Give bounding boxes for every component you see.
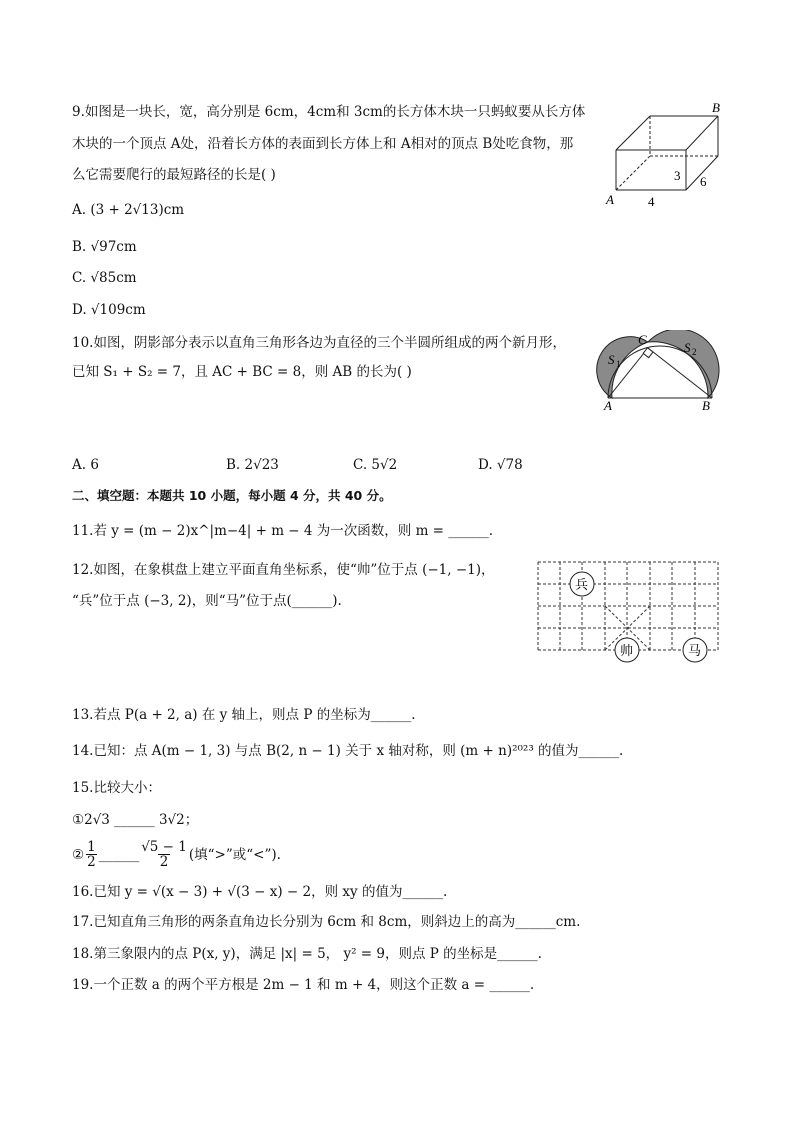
lunes-label-s2-sub: 2 xyxy=(692,347,697,357)
q9-option-a: A. (3 + 2√13)cm xyxy=(72,202,185,218)
q15-part2 xyxy=(72,840,281,869)
q10-option-d: D. √78 xyxy=(478,457,523,473)
q9-line2: 木块的一个顶点 A处，沿着长方体的表面到长方体上和 A相对的顶点 B处吃食物，那 xyxy=(72,136,574,152)
cuboid-label-4: 4 xyxy=(648,194,655,209)
q19: 19.一个正数 a 的两个平方根是 2m − 1 和 m + 4，则这个正数 a = ______. xyxy=(72,977,535,993)
q9-line3: 么它需要爬行的最短路径的长是( ) xyxy=(72,167,276,183)
q11: 11.若 y = (m − 2)x^|m−4| + m − 4 为一次函数，则 m = ______. xyxy=(72,523,494,539)
lunes-figure xyxy=(596,330,726,414)
lunes-label-b: B xyxy=(702,398,710,413)
lunes-label-a: A xyxy=(604,398,612,413)
q17: 17.已知直角三角形的两条直角边长分别为 6cm 和 8cm，则斜边上的高为______cm. xyxy=(72,914,581,930)
q12-line1: 12.如图，在象棋盘上建立平面直角坐标系，使“帅”位于点 (−1, −1)， xyxy=(72,562,495,578)
bing-label: 兵 xyxy=(575,577,589,592)
lunes-label-c: C xyxy=(638,332,647,347)
q15-fraction-1-num: 1 xyxy=(87,839,96,855)
cuboid-label-6: 6 xyxy=(700,174,707,189)
q15-part2-prefix: ② xyxy=(72,846,85,863)
q15-part2-blank: ______ xyxy=(98,846,140,863)
q13: 13.若点 P(a + 2, a) 在 y 轴上，则点 P 的坐标为______. xyxy=(72,707,416,723)
lunes-label-s1: S xyxy=(608,352,615,367)
q15-title: 15.比较大小： xyxy=(72,780,161,796)
section-2-heading: 二、填空题：本题共 10 小题，每小题 4 分，共 40 分。 xyxy=(72,488,392,503)
q9-option-c: C. √85cm xyxy=(72,270,137,286)
q15-fraction-2 xyxy=(141,840,187,869)
q15-fraction-2-num: √5 − 1 xyxy=(141,839,187,855)
q9-line1: 9.如图是一块长，宽，高分别是 6cm，4cm和 3cm的长方体木块一只蚂蚁要从长方体 xyxy=(72,104,586,120)
q15-part2-suffix: (填“>”或“<”). xyxy=(188,846,281,863)
q15-fraction-2-den: 2 xyxy=(159,854,169,870)
q10-option-a: A. 6 xyxy=(72,457,99,473)
q9-option-d: D. √109cm xyxy=(72,302,146,318)
q10-option-b: B. 2√23 xyxy=(226,457,279,473)
cuboid-figure xyxy=(600,98,730,210)
cuboid-label-3: 3 xyxy=(674,168,681,183)
cuboid-label-b: B xyxy=(712,100,720,115)
q15-part1: ①2√3 ______ 3√2； xyxy=(72,812,199,828)
q10-line1: 10.如图，阴影部分表示以直角三角形各边为直径的三个半圆所组成的两个新月形， xyxy=(72,335,566,351)
q10-option-c: C. 5√2 xyxy=(353,457,398,473)
lunes-label-s1-sub: 1 xyxy=(616,359,621,369)
ma-label: 马 xyxy=(688,643,702,658)
lunes-label-s2: S xyxy=(684,340,691,355)
q18: 18.第三象限内的点 P(x, y)，满足 |x| = 5， y² = 9，则点 P 的坐标是______. xyxy=(72,946,542,962)
q14: 14.已知：点 A(m − 1, 3) 与点 B(2, n − 1) 关于 x 轴对称，则 (m + n)²⁰²³ 的值为______. xyxy=(72,743,624,759)
q15-fraction-1-den: 2 xyxy=(87,854,96,870)
q9-option-b: B. √97cm xyxy=(72,239,137,255)
q12-line2: “兵”位于点 (−3, 2)，则“马”位于点(______). xyxy=(72,593,342,609)
shuai-label: 帅 xyxy=(620,643,634,658)
chess-board-figure xyxy=(534,558,724,668)
cuboid-label-a: A xyxy=(606,192,614,207)
q15-fraction-1 xyxy=(86,840,97,869)
q16: 16.已知 y = √(x − 3) + √(3 − x) − 2，则 xy 的值为______. xyxy=(72,884,448,900)
q10-line2: 已知 S₁ + S₂ = 7，且 AC + BC = 8，则 AB 的长为( ) xyxy=(72,364,412,380)
